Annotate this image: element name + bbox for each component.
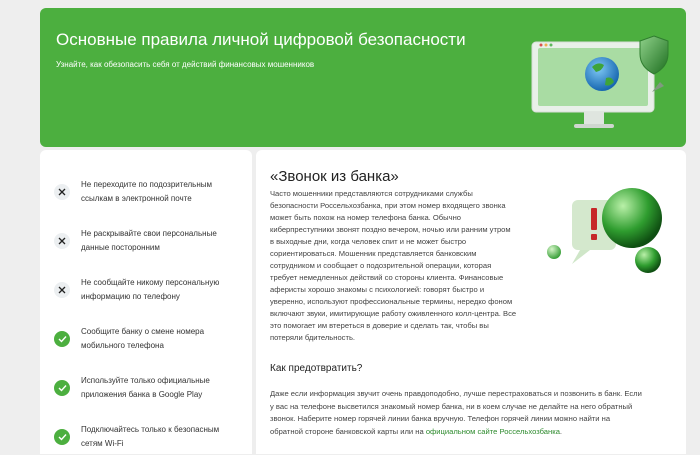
tip-item (54, 178, 249, 210)
check-icon (54, 380, 70, 396)
card-body: Часто мошенники представляются сотрудниками службы безопасности Россельхозбанка, при этом номер входящего звонка может быть похож на номер телефона банка. Обычно киберпреступники звонят поздно вечером, ночью или ранним утром в выходные дни, когда человек спит и не может быстро сориентироваться. Мошенник представляется банковским сотрудником и сообщает о подозрительной операции, которая требует немедленных действий со стороны клиента. Финансовые аферисты хорошо знакомы с психологией: говорят быстро и уверенно, используют профессиональные термины, нередко фоном включают звуки, имитирующие работу оживленного колл-центра. Все это помогает им втереться в доверие и сделать так, чтобы вы потеряли бдительность. (270, 189, 517, 342)
tip-text: Сообщите банку о смене номера мобильного телефона (81, 327, 205, 350)
tip-text: Подключайтесь только к безопасным сетям Wi-Fi (81, 425, 220, 448)
tip-text: Не переходите по подозрительным ссылкам в электронной почте (81, 180, 213, 203)
hero-title: Основные правила личной цифровой безопасности (56, 30, 466, 49)
tip-item (54, 276, 249, 308)
tip-item (54, 374, 249, 406)
x-icon (54, 233, 70, 249)
card-title: «Звонок из банка» (270, 168, 399, 185)
x-icon (54, 184, 70, 200)
tip-text: Не сообщайте никому персональную информацию по телефону (81, 278, 220, 301)
check-icon (54, 429, 70, 445)
warning-bubble-illustration (546, 176, 676, 286)
x-icon (54, 282, 70, 298)
tip-item (54, 423, 249, 455)
prevention-heading: Как предотвратить? (270, 363, 363, 374)
tip-item (54, 325, 249, 357)
article-card (256, 150, 686, 454)
check-icon (54, 331, 70, 347)
tip-text: Используйте только официальные приложения банка в Google Play (81, 376, 210, 399)
prevention-text: Даже если информация звучит очень правдоподобно, лучше перестраховаться и позвонить в банк. Если у вас на телефоне высветился знакомый номер банка, ни в коем случае не делайте на него обратный звонок. Наберите номер горячей линии банка вручную. Телефон горячей линии можно найти на обратной стороне банковской карты или на официальном сайте Россельхозбанка. (270, 389, 642, 436)
hero-subtitle: Узнайте, как обезопасить себя от действий финансовых мошенников (56, 60, 315, 69)
tips-panel (40, 150, 252, 454)
hero-banner (40, 8, 686, 147)
official-site-link[interactable]: официальном сайте Россельхозбанка (425, 426, 560, 436)
tip-text: Не раскрывайте свои персональные данные посторонним (81, 229, 217, 252)
tip-item (54, 227, 249, 259)
monitor-shield-illustration (526, 34, 676, 134)
